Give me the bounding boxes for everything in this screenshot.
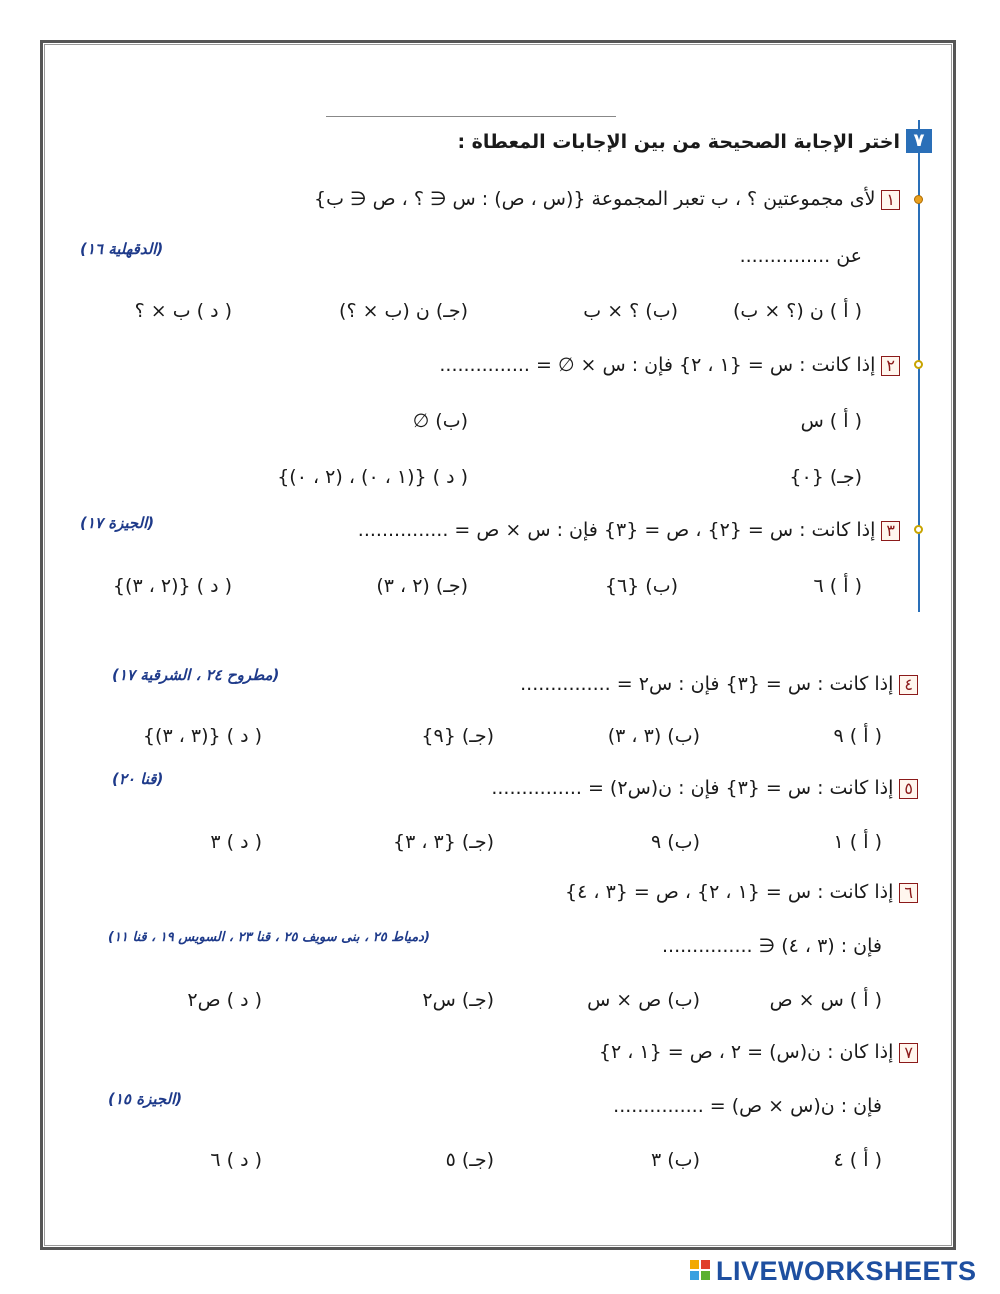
- q5-option-b[interactable]: (ب) ٩: [651, 831, 700, 853]
- q7-option-a[interactable]: ( أ ) ٤: [833, 1149, 882, 1171]
- q4-option-a[interactable]: ( أ ) ٩: [833, 725, 882, 747]
- question-number: ٥: [899, 779, 918, 799]
- question-number: ٧: [899, 1043, 918, 1063]
- q7-option-d[interactable]: ( د ) ٦: [210, 1149, 262, 1171]
- question-1-reference: (الدقهلية ١٦): [80, 240, 164, 258]
- question-text: إذا كانت : س = {٣} فإن : ن(س٢) = ...............: [491, 777, 894, 799]
- question-5: [491, 776, 918, 800]
- q3-option-d[interactable]: ( د ) {(٢ ، ٣)}: [112, 575, 232, 597]
- question-7-continuation: فإن : ن(س × ص) = ...............: [613, 1095, 882, 1117]
- q1-option-b[interactable]: (ب) ؟ × ب: [583, 300, 678, 322]
- q3-option-c[interactable]: (جـ) (٢ ، ٣): [376, 575, 468, 597]
- question-number: ٤: [899, 675, 918, 695]
- q4-option-b[interactable]: (ب) (٣ ، ٣): [607, 725, 700, 747]
- question-text: لأى مجموعتين ؟ ، ب تعبر المجموعة {(س ، ص) : س ∈ ؟ ، ص ∈ ب}: [314, 188, 876, 210]
- question-6-continuation: فإن : (٣ ، ٤) ∈ ...............: [661, 935, 882, 957]
- question-4: [520, 672, 918, 696]
- q2-option-d[interactable]: ( د ) {(١ ، ٠) ، (٢ ، ٠)}: [277, 466, 468, 488]
- question-text: إذا كانت : س = {١ ، ٢} ، ص = {٣ ، ٤}: [565, 881, 894, 903]
- question-1: [314, 187, 900, 211]
- question-7: [599, 1040, 918, 1064]
- question-number: ٦: [899, 883, 918, 903]
- question-number: ٢: [881, 356, 900, 376]
- question-2: [439, 353, 900, 377]
- q5-option-a[interactable]: ( أ ) ١: [833, 831, 882, 853]
- q3-option-b[interactable]: (ب) {٦}: [604, 575, 678, 597]
- question-6-reference: (دمياط ٢٥ ، بنى سويف ٢٥ ، قنا ٢٣ ، السويس ١٩ ، قنا ١١): [108, 930, 430, 945]
- question-number: ١: [881, 190, 900, 210]
- question-3-reference: (الجيزة ١٧): [80, 514, 155, 532]
- q3-option-a[interactable]: ( أ ) ٦: [813, 575, 862, 597]
- q7-option-b[interactable]: (ب) ٣: [651, 1149, 700, 1171]
- question-6: [565, 880, 918, 904]
- section-number-badge: ٧: [906, 129, 932, 153]
- bullet-dot-3: [914, 525, 923, 534]
- top-divider: [326, 116, 616, 117]
- question-7-reference: (الجيزة ١٥): [108, 1090, 183, 1108]
- question-text: إذا كانت : س = {٢} ، ص = {٣} فإن : س × ص = ...............: [357, 519, 876, 541]
- brand-text: LIVEWORKSHEETS: [716, 1256, 977, 1286]
- question-text: إذا كانت : س = {١ ، ٢} فإن : س × ∅ = ...............: [439, 354, 876, 376]
- question-4-reference: (مطروح ٢٤ ، الشرقية ١٧): [112, 666, 280, 684]
- question-5-reference: (قنا ٢٠): [112, 770, 164, 788]
- q2-option-b[interactable]: (ب) ∅: [412, 410, 468, 432]
- q6-option-d[interactable]: ( د ) ص٢: [187, 989, 262, 1011]
- q1-option-c[interactable]: (جـ) ن (ب × ؟): [339, 300, 468, 322]
- q2-option-c[interactable]: (جـ) {٠}: [789, 466, 862, 488]
- page-border-inner: [44, 44, 952, 1246]
- q6-option-c[interactable]: (جـ) س٢: [422, 989, 494, 1011]
- question-text: إذا كان : ن(س) = ٢ ، ص = {١ ، ٢}: [598, 1041, 894, 1063]
- q6-option-a[interactable]: ( أ ) س × ص: [769, 989, 882, 1011]
- section-title: اختر الإجابة الصحيحة من بين الإجابات المعطاة :: [457, 131, 900, 153]
- question-3: [358, 518, 900, 542]
- question-1-continuation: عن ...............: [739, 245, 862, 267]
- q4-option-c[interactable]: (جـ) {٩}: [421, 725, 494, 747]
- bullet-dot-2: [914, 360, 923, 369]
- q1-option-a[interactable]: ( أ ) ن (؟ × ب): [732, 300, 862, 322]
- q5-option-d[interactable]: ( د ) ٣: [210, 831, 262, 853]
- question-text: إذا كانت : س = {٣} فإن : س٢ = ...............: [520, 673, 894, 695]
- q6-option-b[interactable]: (ب) ص × س: [587, 989, 700, 1011]
- q2-option-a[interactable]: ( أ ) س: [800, 410, 862, 432]
- q4-option-d[interactable]: ( د ) {(٣ ، ٣)}: [142, 725, 262, 747]
- question-number: ٣: [881, 521, 900, 541]
- bullet-dot-1: [914, 195, 923, 204]
- q7-option-c[interactable]: (جـ) ٥: [445, 1149, 494, 1171]
- q1-option-d[interactable]: ( د ) ب × ؟: [134, 300, 232, 322]
- logo-grid-icon: [690, 1260, 712, 1282]
- q5-option-c[interactable]: (جـ) {٣ ، ٣}: [392, 831, 494, 853]
